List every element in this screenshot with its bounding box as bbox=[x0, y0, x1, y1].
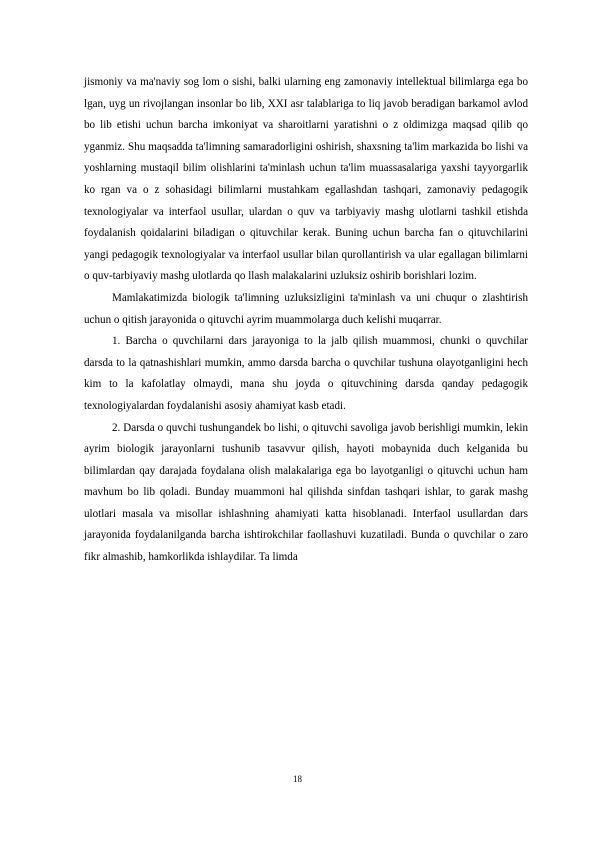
body-text bbox=[84, 72, 528, 569]
paragraph-intro: Mamlakatimizda biologik ta'limning uzluksizligini ta'minlash va uni chuqur o zlashtirish uchun o qitish jarayonida o qituvchi ayrim muammolarga duch kelishi muqarrar. bbox=[84, 291, 528, 326]
paragraph-continuation: jismoniy va ma'naviy sog lom o sishi, balki ularning eng zamonaviy intellektual bilimlarga ega bo lgan, uyg un rivojlangan insonlar bo lib, XXI asr talablariga to liq javob beradigan barkamol avlod bo lib etishi uchun barcha imkoniyat va sharoitlarni yaratishni o z oldimizga maqsad qilib qo yganmiz. Shu maqsadda ta'limning samaradorligini oshirish, shaxsning ta'lim markazida bo lishi va yoshlarning mustaqil bilim olishlarini ta'minlash uchun ta'lim muassasalariga yaxshi tayyorgarlik ko rgan va o z sohasidagi bilimlarni mustahkam egallashdan tashqari, zamonaviy pedagogik texnologiyalar va interfaol usullar, ulardan o quv va tarbiyaviy mashg ulotlarni tashkil etishda foydalanish qoidalarini biladigan o qituvchilar kerak. Buning uchun barcha fan o qituvchilarini yangi pedagogik texnologiyalar va interfaol usullar bilan qurollantirish va ular egallagan bilimlarni o quv-tarbiyaviy mashg ulotlarda qo llash malakalarini uzluksiz oshirib borishlari lozim. bbox=[84, 76, 528, 283]
page-number: 18 bbox=[293, 774, 302, 784]
paragraph-point-2: 2. Darsda o quvchi tushungandek bo lishi, o qituvchi savoliga javob berishligi mumkin, lekin ayrim biologik jarayonlarni tushunib tasavvur qilish, hayoti mobaynida duch kelganida bu bilimlardan qay darajada foydalana olish malakalariga ega bo layotganligi o qituvchi uchun ham mavhum bo lib qoladi. Bunday muammoni hal qilishda sinfdan tashqari ishlar, to garak mashg ulotlari masala va misollar ishlashning ahamiyati katta hisoblanadi. Interfaol usullardan dars jarayonida foydalanilganda barcha ishtirokchilar faollashuvi kuzatiladi. Bunda o quvchilar o zaro fikr almashib, hamkorlikda ishlaydilar. Ta limda bbox=[84, 421, 528, 564]
paragraph-point-1: 1. Barcha o quvchilarni dars jarayoniga to la jalb qilish muammosi, chunki o quvchilar darsda to la qatnashishlari mumkin, ammo darsda barcha o quvchilar tushuna olayotganligini hech kim to la kafolatlay olmaydi, mana shu joyda o qituvchining darsda qanday pedagogik texnologiyalardan foydalanishi asosiy ahamiyat kasb etadi. bbox=[84, 335, 528, 412]
